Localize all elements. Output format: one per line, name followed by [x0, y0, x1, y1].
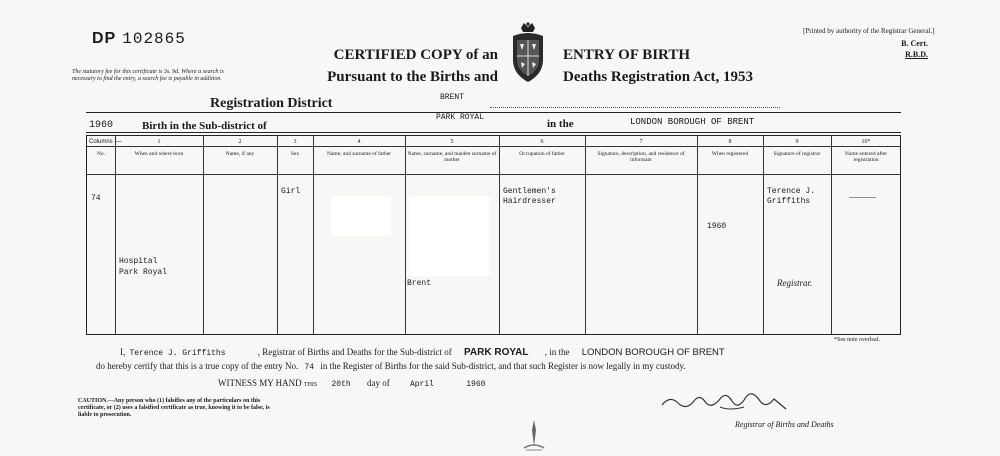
column-number: 10*: [861, 139, 871, 145]
column-header: Name entered after registration: [844, 151, 888, 163]
entry-number: 74: [91, 194, 101, 203]
cert-entry-number: 74: [304, 363, 315, 372]
cert-text: , Registrar of Births and Deaths for the Sub-district of: [257, 347, 452, 357]
mother-place: Brent: [407, 279, 432, 288]
column-number: 2: [238, 139, 242, 145]
column-header: When registered: [711, 151, 749, 157]
witness-month: April: [409, 380, 434, 389]
borough-value: LONDON BOROUGH OF BRENT: [630, 117, 755, 127]
title-left: [298, 44, 498, 88]
column-number-rule: [87, 146, 900, 147]
column-number: 6: [540, 139, 544, 145]
registrar-signature-icon: [660, 387, 790, 417]
cert-subdistrict: PARK ROYAL: [463, 347, 529, 358]
column-number: 4: [357, 139, 361, 145]
title-left-line2: Pursuant to the Births and: [327, 69, 498, 85]
cert-text: , in the: [544, 347, 570, 357]
cert-registrar-name: Terence J. Griffiths: [129, 349, 226, 358]
column-header: Name, and surname of father: [327, 151, 391, 157]
occupation-line1: Gentlemen's: [503, 187, 556, 196]
col-divider: [115, 136, 116, 334]
column-number: 1: [157, 139, 161, 145]
form-code-rbd: R.B.D.: [905, 50, 928, 59]
subdistrict-value: PARK ROYAL: [436, 113, 485, 122]
serial-digits: 102865: [122, 30, 186, 48]
column-number: 8: [728, 139, 732, 145]
when-registered-value: 1960: [707, 222, 727, 231]
column-header-no: No.: [96, 151, 106, 157]
column-header: Name, surname, and maiden surname of mother: [407, 151, 497, 163]
serial-number: [92, 30, 186, 48]
title-right-line2: Deaths Registration Act, 1953: [563, 69, 753, 85]
royal-crest-icon: [507, 20, 549, 86]
district-top-rule: [86, 112, 901, 113]
columns-label: Columns :—: [89, 139, 123, 145]
column-number: 7: [639, 139, 643, 145]
cert-borough: LONDON BOROUGH OF BRENT: [581, 347, 725, 358]
col-divider: [585, 136, 586, 334]
column-header: Name, if any: [225, 151, 255, 157]
cert-line1: [120, 347, 725, 358]
col-divider: [763, 136, 764, 334]
column-header: When and where born: [134, 151, 184, 157]
registrar-title: Registrar.: [777, 278, 813, 288]
in-the-label: in the: [547, 118, 574, 130]
born-place-line2: Park Royal: [119, 268, 168, 277]
witness-day: 20th: [331, 380, 351, 389]
witness-year: 1960: [466, 380, 486, 389]
district-dotted-rule: [490, 107, 780, 108]
sex-value: Girl: [281, 187, 301, 196]
title-right-line1: ENTRY OF BIRTH: [563, 47, 691, 63]
col-divider: [405, 136, 406, 334]
column-header: Sex: [290, 151, 300, 157]
column-number: 5: [450, 139, 454, 145]
title-right: [563, 44, 753, 88]
cert-line2: [96, 361, 686, 372]
register-table: [86, 135, 901, 335]
col-divider: [499, 136, 500, 334]
redacted-area: [331, 196, 391, 236]
day-of-label: day of: [366, 378, 390, 388]
form-code-b-cert: B. Cert.: [901, 39, 928, 48]
serial-prefix: DP: [92, 30, 117, 47]
column-number: 9: [795, 139, 799, 145]
column-header: Signature of registrar: [773, 151, 821, 157]
occupation-line2: Hairdresser: [503, 197, 556, 206]
column-header: Occupation of father: [519, 151, 565, 157]
witness-line: [218, 378, 485, 389]
caution-note: CAUTION.—Any person who (1) falsifies any of the particulars on this certificate, or (2) uses a falsified certificate as true, knowing it to be false, is liable to prosecution.: [78, 398, 270, 418]
col-divider: [277, 136, 278, 334]
district-bottom-rule: [86, 132, 901, 133]
birth-subdistrict-label: Birth in the Sub-district of: [142, 120, 267, 132]
born-place-line1: Hospital: [119, 257, 158, 266]
col-divider: [203, 136, 204, 334]
form-code: [858, 38, 928, 60]
see-note-overleaf: *See note overleaf.: [834, 337, 881, 343]
seal-stamp-icon: [516, 416, 552, 452]
fee-note: The statutory fee for this certificate is 3s. 9d. Where a search is necessary to find the entry, a search fee is payable in addition.: [72, 69, 224, 82]
name-after-registration: ———: [849, 192, 876, 202]
registration-district-value: BRENT: [440, 93, 465, 102]
column-header: Signature, description, and residence of informant: [597, 151, 685, 163]
col-divider: [831, 136, 832, 334]
column-number: 3: [293, 139, 297, 145]
printed-by-note: [Printed by authority of the Registrar General.]: [803, 27, 935, 35]
cert-text: in the Register of Births for the said Sub-district, and that such Register is now legally in my custody.: [320, 361, 686, 371]
registration-district-label: Registration District: [210, 96, 333, 111]
cert-text: I,: [120, 347, 126, 357]
registration-year: 1960: [89, 120, 114, 131]
redacted-area: [409, 196, 489, 276]
title-left-line1: CERTIFIED COPY of an: [333, 47, 498, 63]
col-divider: [697, 136, 698, 334]
header-rule: [87, 174, 900, 175]
registrar-sig-line1: Terence J.: [767, 187, 816, 196]
cert-text: do hereby certify that this is a true copy of the entry No.: [96, 361, 299, 371]
signature-title: Registrar of Births and Deaths: [735, 420, 834, 429]
registrar-sig-line2: Griffiths: [767, 197, 811, 206]
witness-label: WITNESS MY HAND this: [218, 378, 318, 388]
col-divider: [313, 136, 314, 334]
